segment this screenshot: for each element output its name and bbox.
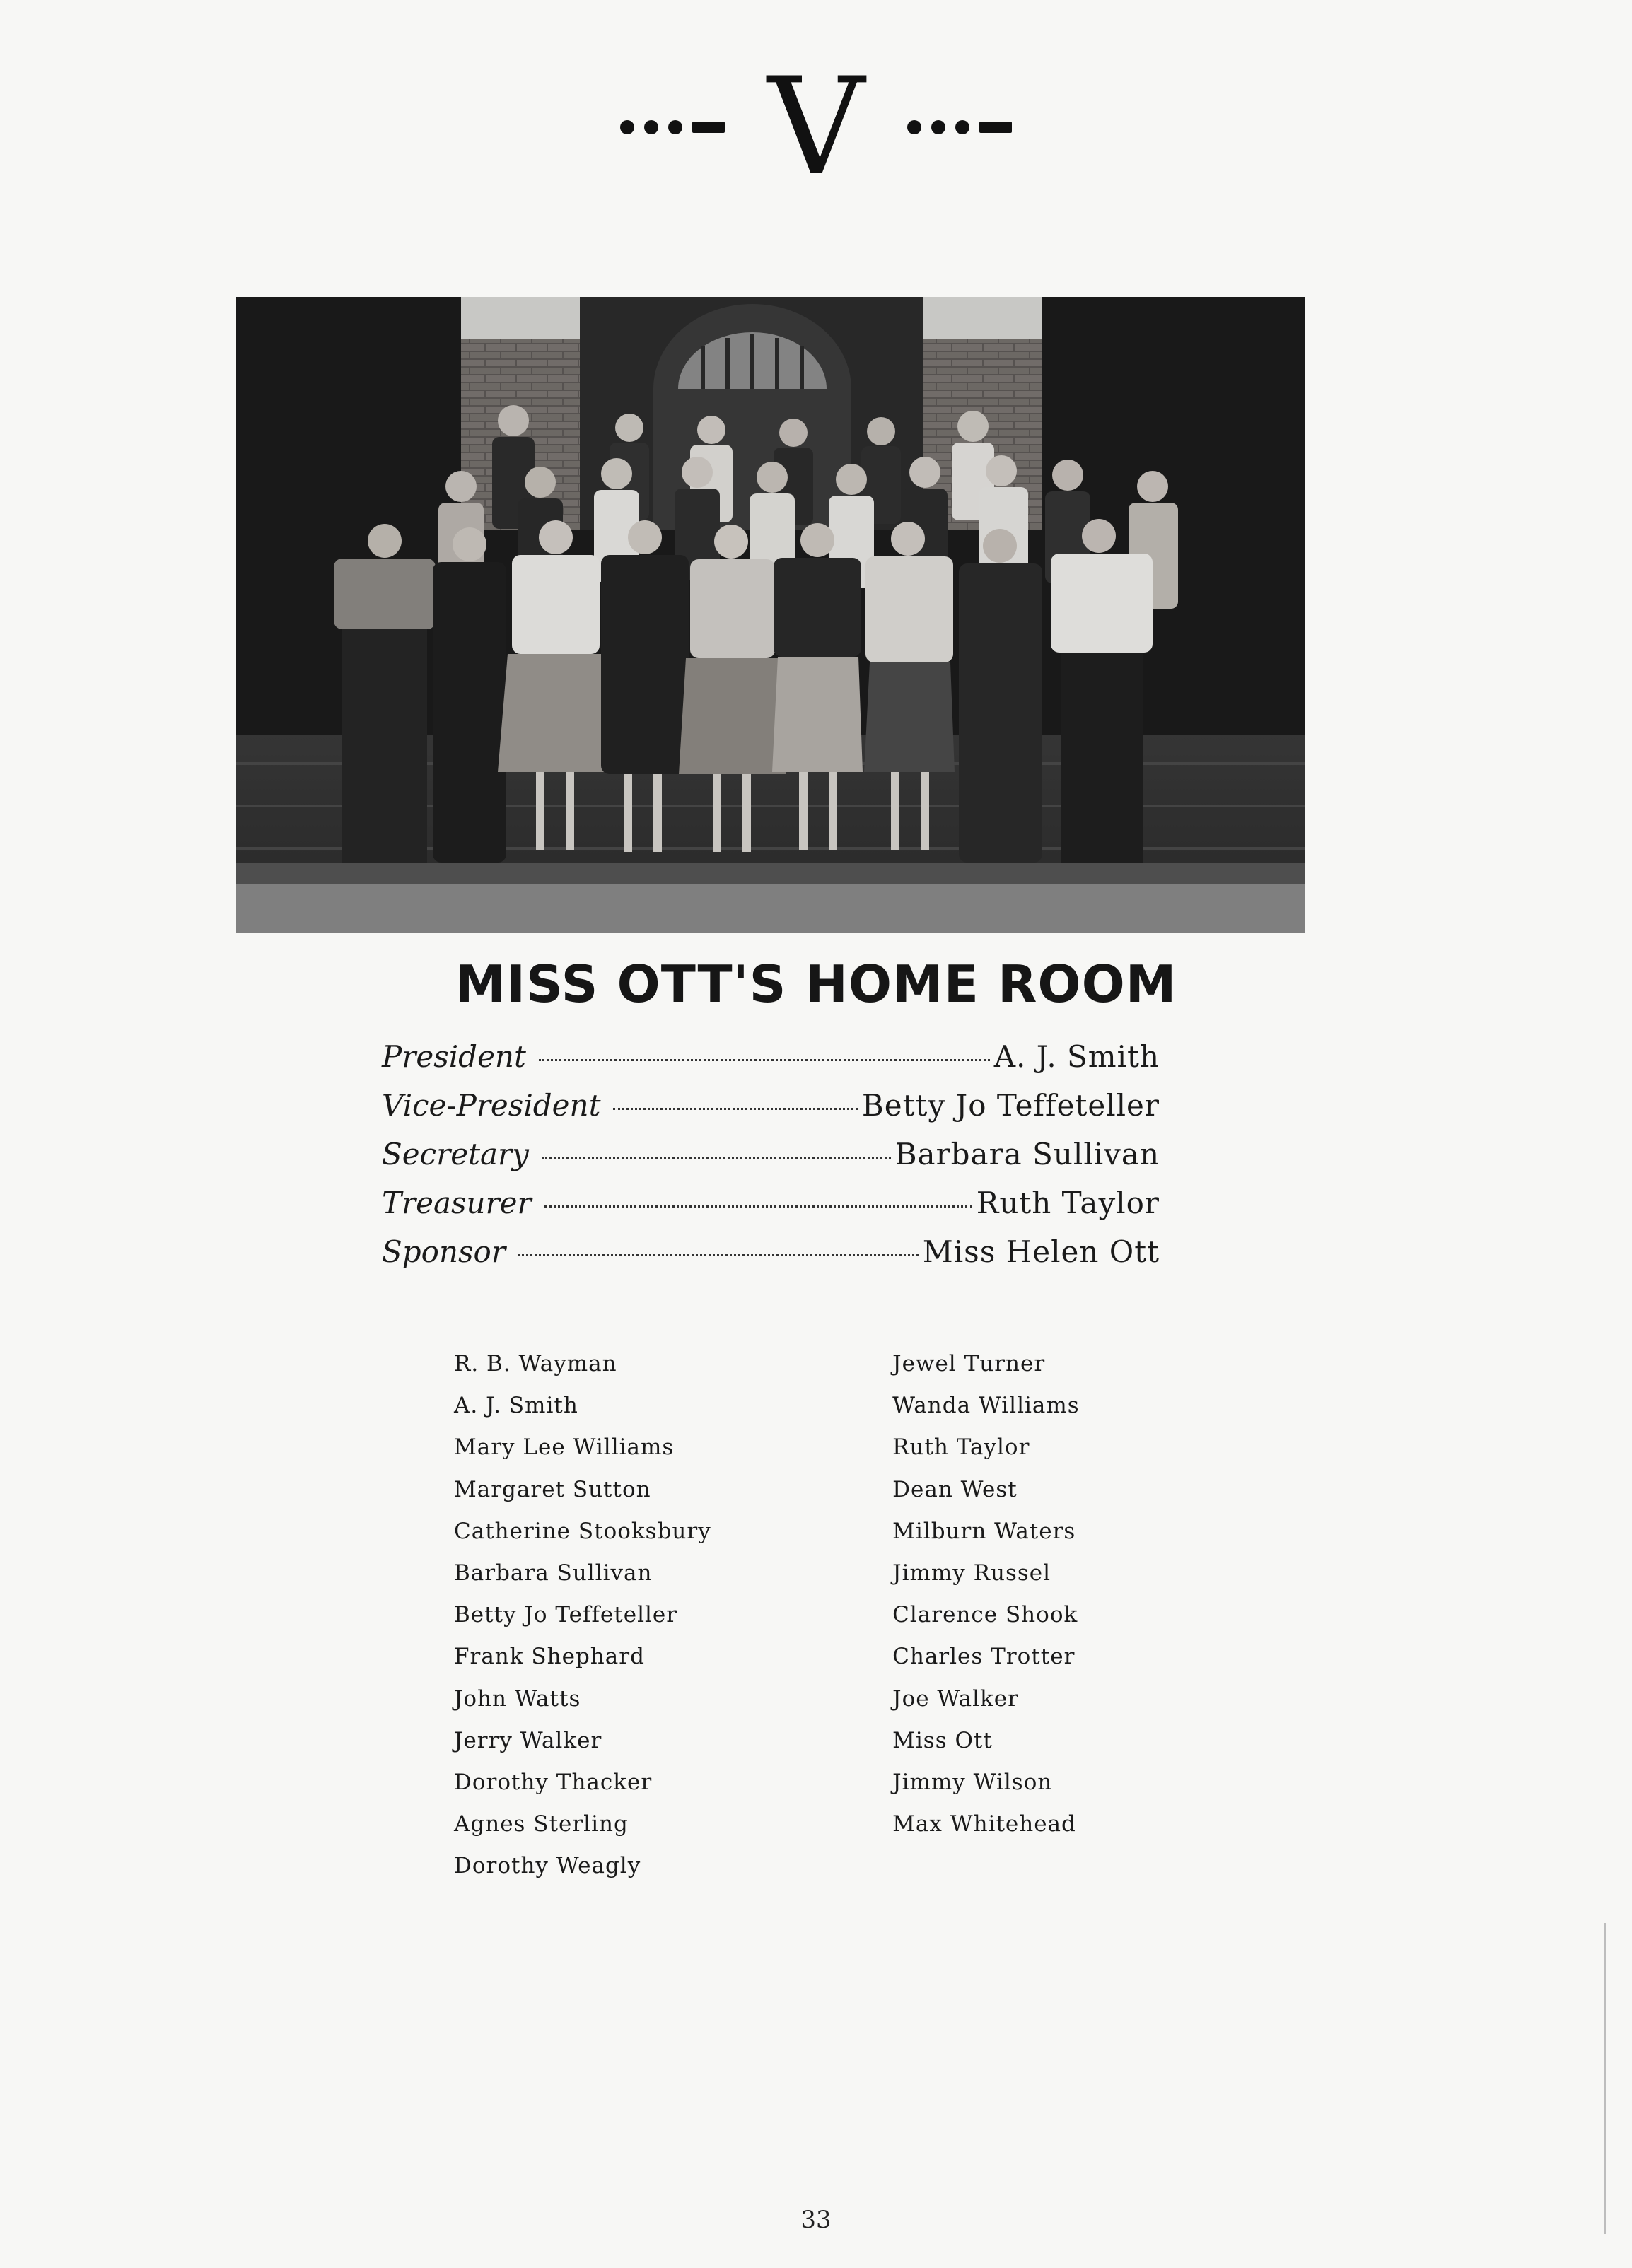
class-group-photo	[236, 297, 1305, 933]
officer-row	[382, 1234, 1160, 1283]
officer-role: Treasurer	[382, 1186, 532, 1220]
member-name: Margaret Sutton	[454, 1476, 651, 1502]
officer-name: Barbara Sullivan	[894, 1137, 1160, 1171]
officer-row	[382, 1039, 1160, 1088]
member-name: Dorothy Thacker	[454, 1769, 653, 1795]
member-name: Max Whitehead	[892, 1811, 1076, 1837]
member-name: Frank Shephard	[454, 1644, 645, 1670]
dot-leader	[539, 1059, 990, 1061]
right-ornament	[907, 120, 1012, 134]
section-letter: V	[767, 49, 865, 205]
officer-role: Sponsor	[382, 1234, 506, 1269]
member-name: Betty Jo Teffeteller	[454, 1602, 678, 1628]
ornament-dot	[931, 120, 945, 134]
member-name: Ruth Taylor	[892, 1434, 1030, 1461]
officer-name: Miss Helen Ott	[922, 1234, 1160, 1269]
officer-row	[382, 1088, 1160, 1137]
member-name: Dean West	[892, 1476, 1018, 1502]
officer-role: President	[382, 1039, 526, 1074]
dot-leader	[518, 1254, 919, 1256]
member-name: Jewel Turner	[892, 1351, 1046, 1376]
member-name: Barbara Sullivan	[454, 1560, 653, 1586]
officer-role: Secretary	[382, 1137, 529, 1171]
page-number: 33	[800, 2206, 832, 2234]
member-name: Mary Lee Williams	[454, 1434, 675, 1461]
member-name: Miss Ott	[892, 1727, 993, 1753]
ornament-dash	[692, 122, 725, 133]
dot-leader	[613, 1108, 857, 1110]
page-title: MISS OTT'S HOME ROOM	[455, 954, 1177, 1014]
member-name: Charles Trotter	[892, 1644, 1076, 1670]
ornament-dot	[955, 120, 969, 134]
ornament-dot	[644, 120, 658, 134]
member-name: Wanda Williams	[892, 1393, 1080, 1419]
ornament-dash	[979, 122, 1012, 133]
dot-leader	[544, 1205, 972, 1208]
member-name: Dorothy Weagly	[454, 1853, 641, 1879]
left-ornament	[620, 120, 725, 134]
ornament-dot	[907, 120, 921, 134]
members-column-left	[454, 1343, 892, 1887]
ornament-dot	[620, 120, 634, 134]
officer-name: Ruth Taylor	[976, 1186, 1160, 1220]
member-name: Agnes Sterling	[454, 1811, 629, 1837]
officers-list	[382, 1039, 1160, 1283]
member-name: Jerry Walker	[454, 1727, 602, 1753]
section-header-ornament	[0, 49, 1632, 205]
scan-edge-line	[1604, 1923, 1606, 2234]
member-name: Jimmy Russel	[892, 1560, 1051, 1586]
member-name: R. B. Wayman	[454, 1351, 617, 1376]
member-name: Jimmy Wilson	[892, 1769, 1053, 1795]
member-name: John Watts	[454, 1685, 581, 1712]
members-roster	[454, 1343, 1161, 1887]
member-name: A. J. Smith	[454, 1393, 578, 1419]
member-name: Catherine Stooksbury	[454, 1518, 711, 1544]
member-name: Joe Walker	[892, 1685, 1019, 1712]
member-name: Clarence Shook	[892, 1602, 1078, 1628]
officer-row	[382, 1186, 1160, 1234]
members-column-right	[892, 1343, 1161, 1887]
group-photo-illustration	[236, 297, 1305, 933]
member-name: Milburn Waters	[892, 1518, 1076, 1544]
dot-leader	[542, 1157, 891, 1159]
officer-row	[382, 1137, 1160, 1186]
officer-name: A. J. Smith	[993, 1039, 1160, 1074]
ornament-dot	[668, 120, 682, 134]
officer-role: Vice-President	[382, 1088, 601, 1123]
officer-name: Betty Jo Teffeteller	[861, 1088, 1160, 1123]
